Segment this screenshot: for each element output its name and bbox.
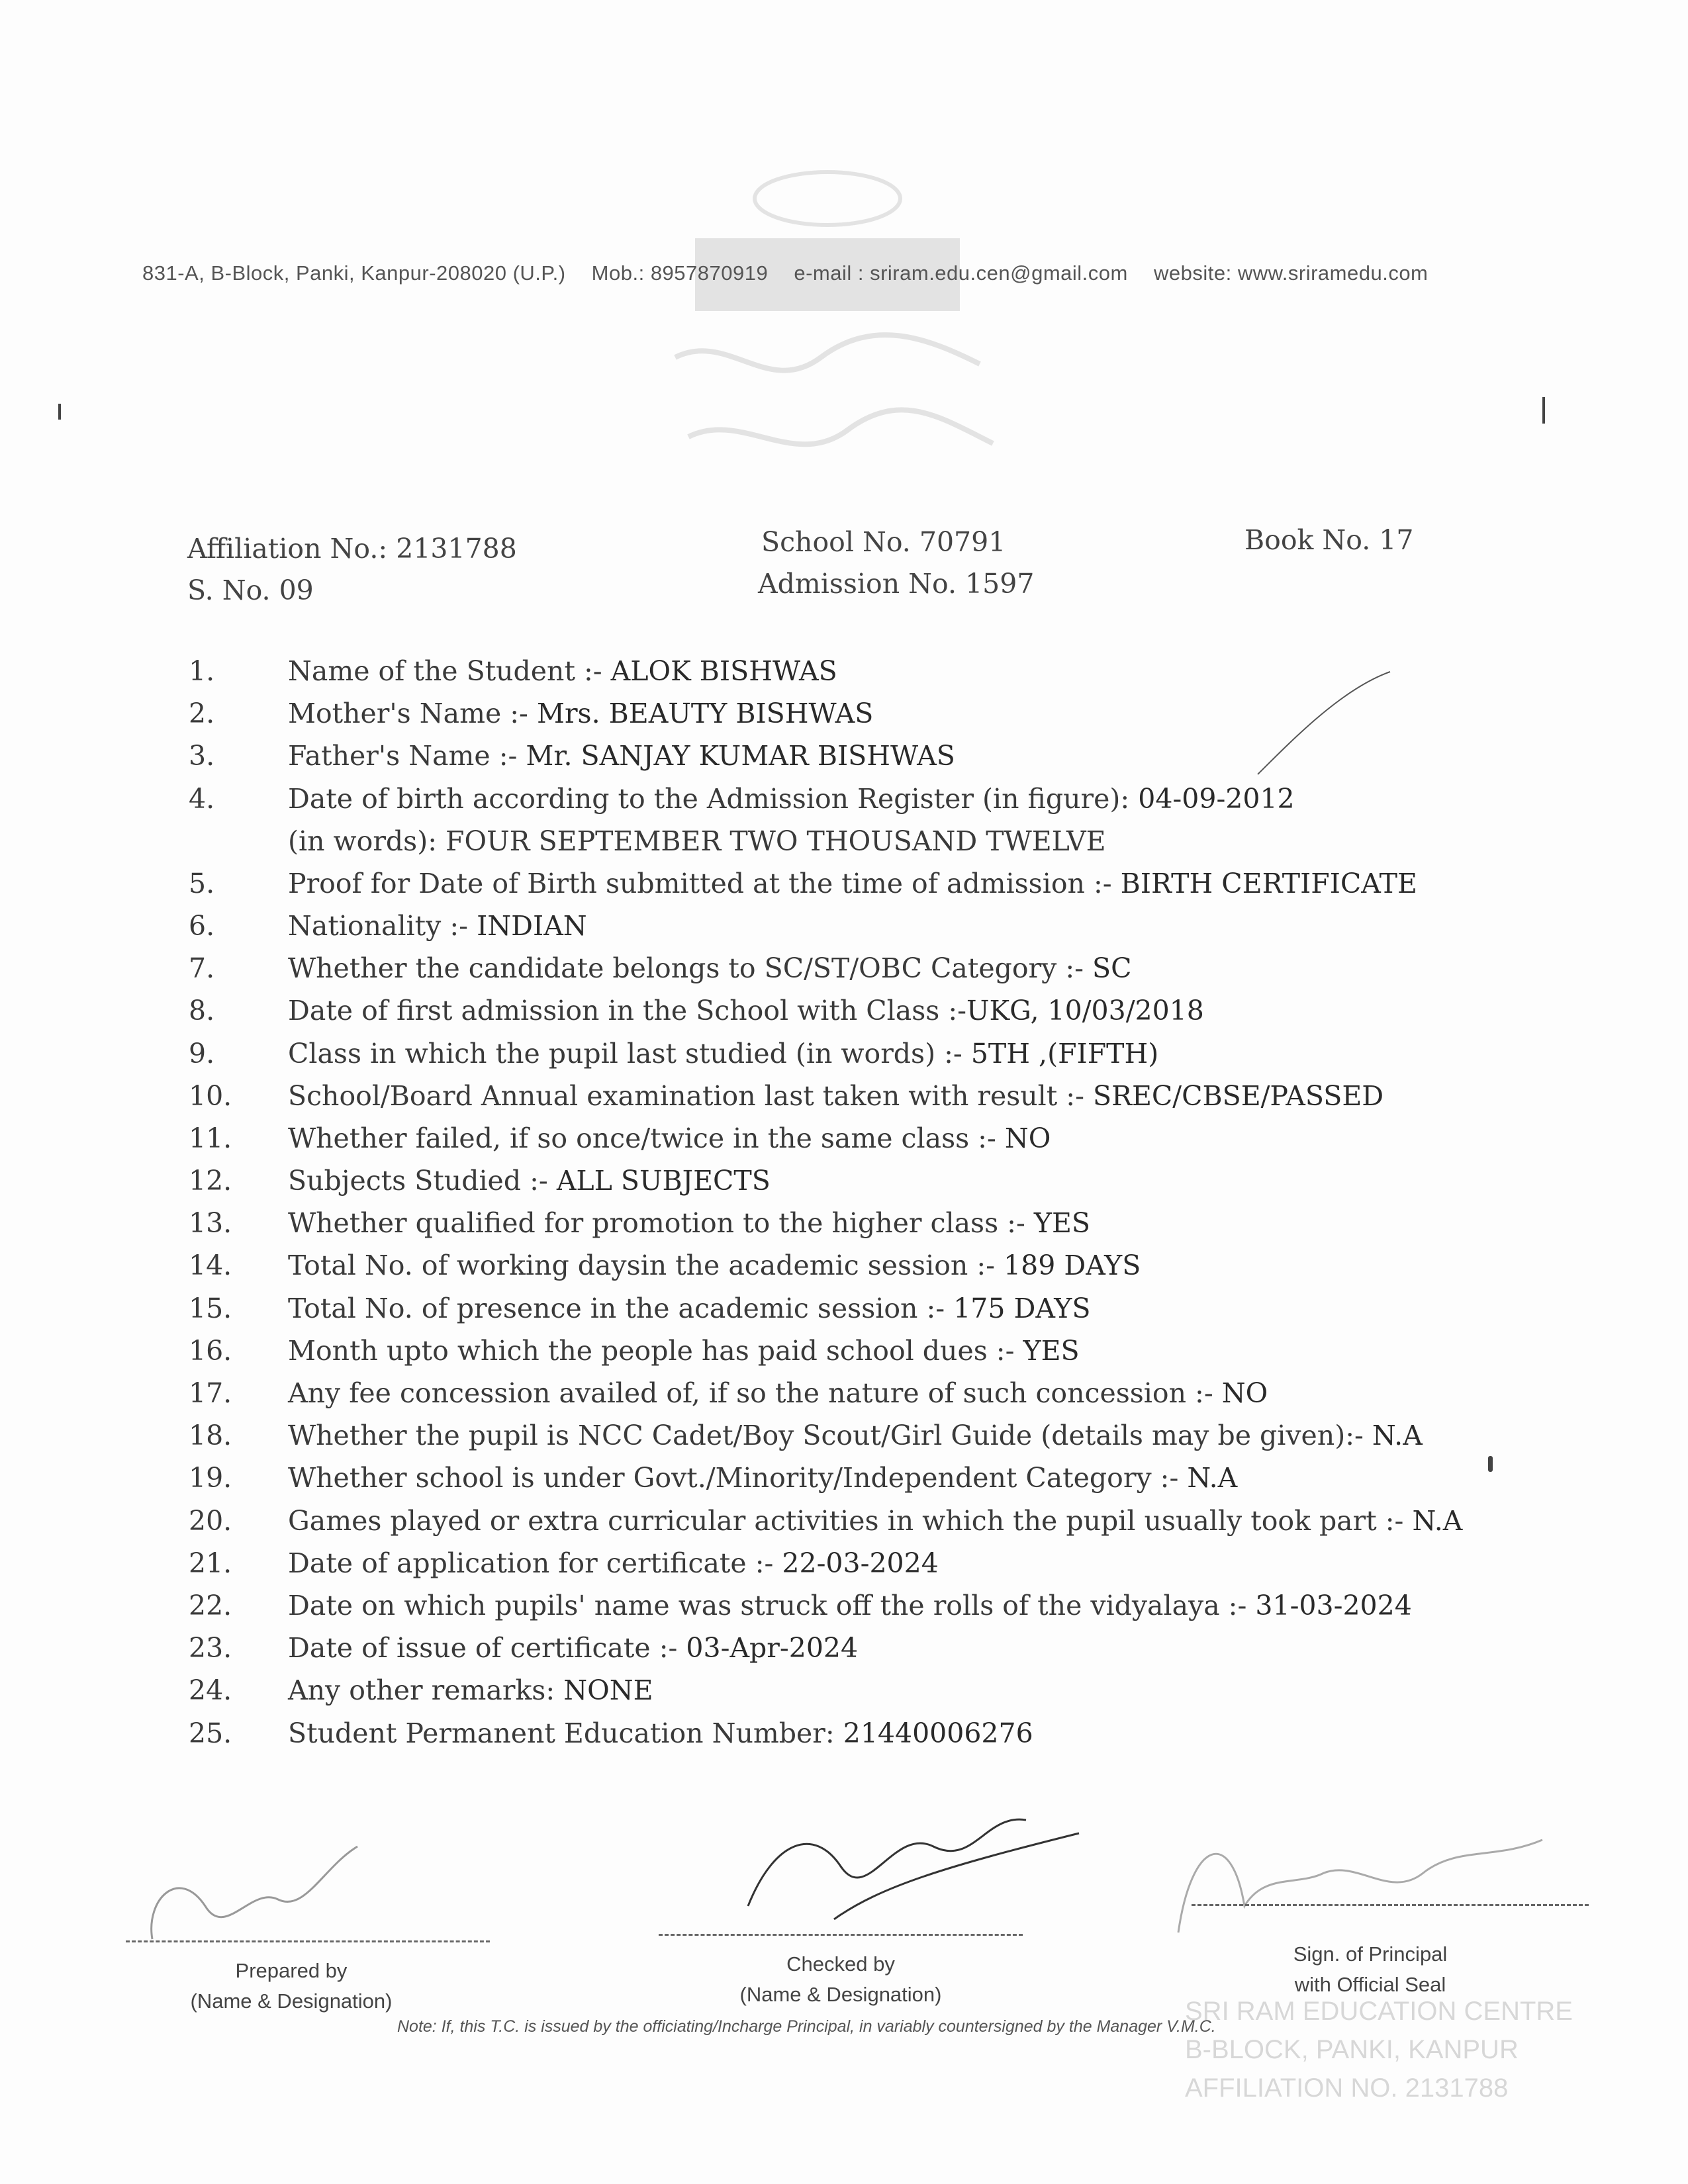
book-number: Book No. 17 [1244,524,1414,556]
prepared-by-line [126,1940,490,1942]
affiliation-number: Affiliation No.: 2131788 [187,533,517,565]
list-item: 25. Student Permanent Education Number: 21440006276 [189,1717,1033,1749]
list-item: 9. Class in which the pupil last studied (in words) :- 5TH ,(FIFTH) [189,1037,1159,1069]
list-item: 12. Subjects Studied :- ALL SUBJECTS [189,1165,771,1197]
list-item: 22. Date on which pupils' name was struck off the rolls of the vidyalaya :- 31-03-2024 [189,1589,1412,1621]
list-item: 19. Whether school is under Govt./Minority/Independent Category :- N.A [189,1462,1238,1494]
watermark-logo [596,159,1059,503]
list-item: 3. Father's Name :- Mr. SANJAY KUMAR BISHWAS [189,740,955,772]
list-item: 20. Games played or extra curricular activities in which the pupil usually took part :- N.A [189,1504,1463,1537]
list-item: 14. Total No. of working daysin the academic session :- 189 DAYS [189,1250,1141,1282]
list-item: 21. Date of application for certificate :- 22-03-2024 [189,1547,939,1579]
list-item: 7. Whether the candidate belongs to SC/ST/OBC Category :- SC [189,952,1132,985]
pen-tick-mark [1244,662,1403,784]
school-mobile: Mob.: 8957870919 [591,261,769,285]
prepared-by-signature-mark [126,1807,404,1962]
principal-label: Sign. of Principal with Official Seal [1293,1942,1448,1996]
list-item: 18. Whether the pupil is NCC Cadet/Boy Scout/Girl Guide (details may be given):- N.A [189,1420,1423,1452]
school-number: School No. 70791 [761,526,1006,558]
list-item: 10. School/Board Annual examination last taken with result :- SREC/CBSE/PASSED [189,1079,1384,1112]
list-item: 8. Date of first admission in the School with Class :-UKG, 10/03/2018 [189,995,1204,1027]
footer-note: Note: If, this T.C. is issued by the officiating/Incharge Principal, in variably countersigned by the Manager V.M.C. [397,2017,1216,2036]
list-item: 13. Whether qualified for promotion to the higher class :- YES [189,1207,1090,1240]
checked-by-label: Checked by (Name & Designation) [739,1952,942,2006]
principal-signature-mark [1139,1800,1569,1959]
list-item: 4. Date of birth according to the Admission Register (in figure): 04-09-2012 [189,782,1295,815]
list-item: 16. Month upto which the people has paid school dues :- YES [189,1334,1080,1367]
dob-in-words: (in words): FOUR SEPTEMBER TWO THOUSAND TWELVE [288,825,1106,857]
list-item: 23. Date of issue of certificate :- 03-Apr-2024 [189,1632,859,1664]
admission-number: Admission No. 1597 [758,568,1035,600]
scan-speck [1542,397,1545,424]
school-contact-header [142,261,1546,285]
list-item: 15. Total No. of presence in the academic session :- 175 DAYS [189,1292,1091,1324]
school-email: e-mail : sriram.edu.cen@gmail.com [794,261,1128,285]
scan-speck [58,404,61,420]
school-address: 831-A, B-Block, Panki, Kanpur-208020 (U.P.) [142,261,566,285]
official-seal: SRI RAM EDUCATION CENTRE B-BLOCK, PANKI, KANPUR AFFILIATION NO. 2131788 [1185,1997,1573,2103]
list-item: 1. Name of the Student :- ALOK BISHWAS [189,655,837,687]
checked-by-signature [735,1787,1105,1933]
list-item: 6. Nationality :- INDIAN [189,909,587,942]
list-item: 17. Any fee concession availed of, if so the nature of such concession :- NO [189,1377,1268,1409]
certificate-items [189,655,1579,1760]
list-item: 2. Mother's Name :- Mrs. BEAUTY BISHWAS [189,698,874,730]
list-item: 24. Any other remarks: NONE [189,1674,653,1707]
principal-line [1192,1904,1589,1906]
scan-speck [1488,1456,1493,1472]
school-website: website: www.sriramedu.com [1153,261,1429,285]
list-item: 11. Whether failed, if so once/twice in the same class :- NO [189,1122,1051,1154]
prepared-by-label: Prepared by (Name & Designation) [190,1959,393,2013]
serial-number: S. No. 09 [187,574,314,606]
checked-by-line [659,1934,1023,1936]
list-item: 5. Proof for Date of Birth submitted at the time of admission :- BIRTH CERTIFICATE [189,867,1417,899]
